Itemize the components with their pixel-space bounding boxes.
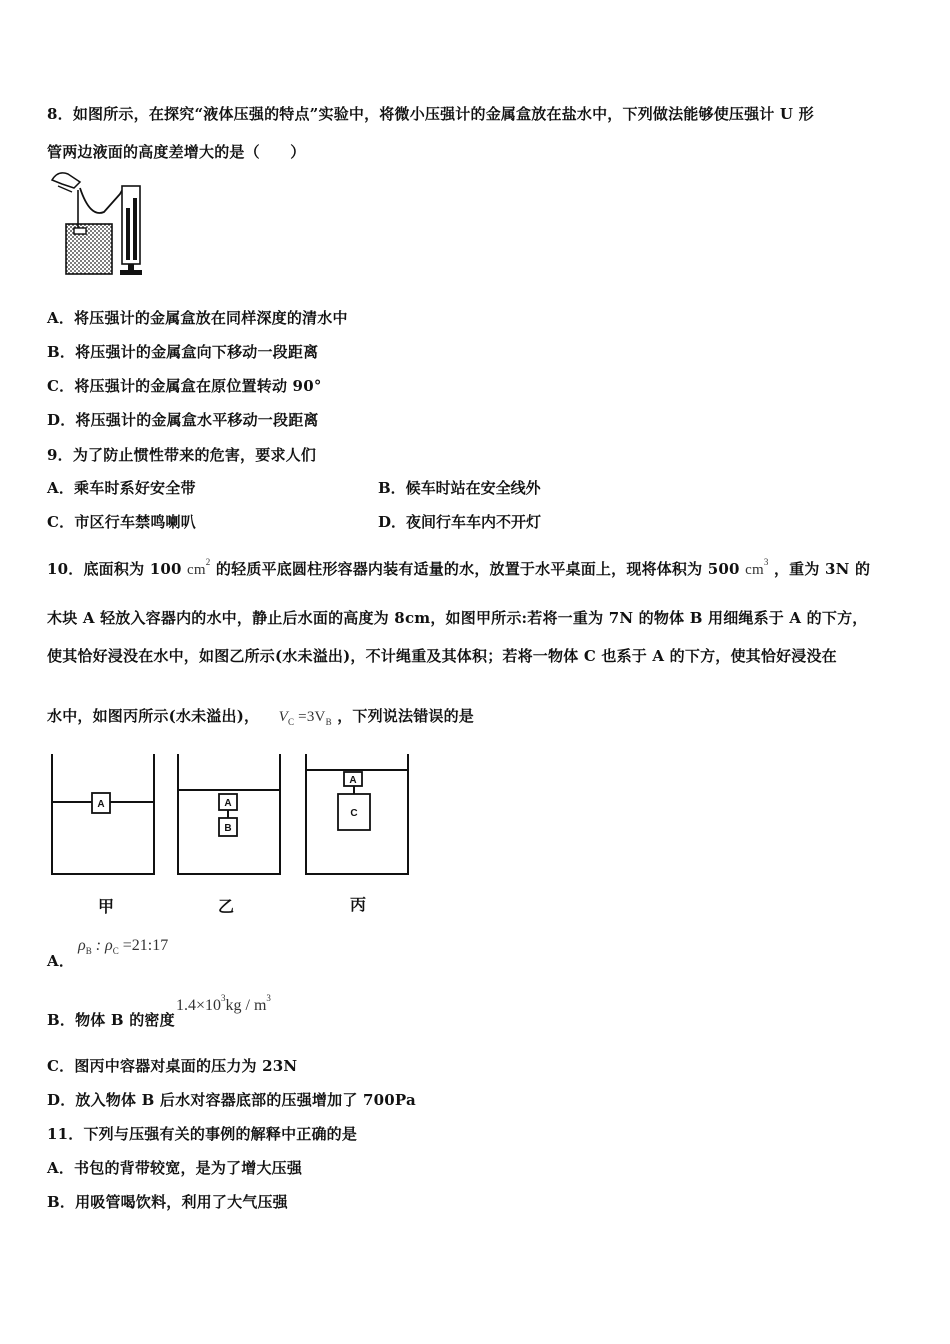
q10-option-c: C．图丙中容器对桌面的压力为 23N bbox=[47, 1057, 298, 1075]
q11-stem: 11．下列与压强有关的事例的解释中正确的是 bbox=[47, 1125, 358, 1143]
fig-label-yi: 乙 bbox=[217, 897, 235, 916]
q10-option-d: D．放入物体 B 后水对容器底部的压强增加了 700Pa bbox=[47, 1091, 416, 1109]
q10-unit-cm3-exp: 3 bbox=[763, 557, 769, 567]
q10-density-base: 1.4×10 bbox=[176, 997, 222, 1014]
q10-eq: =3V bbox=[294, 709, 326, 725]
q8-stem-line2: 管两边液面的高度差增大的是（ ） bbox=[47, 143, 306, 161]
fig-label-jia: 甲 bbox=[97, 897, 115, 916]
fig-box-a-bing: A bbox=[349, 775, 357, 786]
q10-ratio-value: =21:17 bbox=[118, 937, 169, 954]
q10-line1 bbox=[47, 558, 870, 579]
q9-option-d: D．夜间行车车内不开灯 bbox=[378, 513, 542, 531]
fig-box-a-yi: A bbox=[224, 798, 232, 809]
q9-option-a: A．乘车时系好安全带 bbox=[47, 479, 196, 497]
q9-option-c: C．市区行车禁鸣喇叭 bbox=[47, 513, 196, 531]
q10-density-unit-exp: 3 bbox=[266, 993, 271, 1003]
q10-line1-text-a: 10．底面积为 100 bbox=[47, 560, 182, 578]
q10-unit-cm3-base: cm bbox=[745, 562, 764, 578]
q10-option-a-math bbox=[78, 937, 168, 955]
pressure-gauge-figure bbox=[44, 168, 148, 278]
q10-line4-text-a: 水中，如图丙所示(水未溢出)， bbox=[47, 707, 260, 725]
q11-option-a: A．书包的背带较宽，是为了增大压强 bbox=[47, 1159, 303, 1177]
q10-line4-text-b: ，下列说法错误的是 bbox=[337, 707, 475, 725]
q10-option-b bbox=[47, 1009, 175, 1030]
q10-option-b-math bbox=[176, 993, 271, 1015]
q10-volume-relation bbox=[279, 709, 332, 725]
q10-unit-cm3 bbox=[745, 557, 769, 578]
q10-rho-c-sub: C bbox=[112, 946, 119, 956]
q10-rho-b: ρ bbox=[78, 937, 86, 954]
fig-box-c-bing: C bbox=[350, 808, 358, 819]
q10-vc-symbol: V bbox=[278, 709, 289, 725]
q10-unit-cm2-base: cm bbox=[187, 562, 206, 578]
q10-unit-cm2 bbox=[187, 557, 211, 578]
q9-stem: 9．为了防止惯性带来的危害，要求人们 bbox=[47, 446, 317, 464]
q10-density-exp: 3 bbox=[221, 993, 226, 1003]
q10-density-unit: kg / m bbox=[225, 997, 267, 1014]
q10-unit-cm2-exp: 2 bbox=[205, 557, 211, 567]
fig-box-a-jia: A bbox=[97, 799, 105, 810]
q10-rho-c: : ρ bbox=[91, 937, 113, 954]
q10-option-a bbox=[47, 950, 74, 971]
q10-option-b-label: B．物体 B 的密度 bbox=[47, 1011, 175, 1029]
q10-vb-sub: B bbox=[325, 717, 332, 727]
q10-rho-b-sub: B bbox=[85, 946, 92, 956]
q10-container-figures bbox=[48, 750, 418, 920]
q10-vc-sub: C bbox=[288, 717, 295, 727]
q8-option-c: C．将压强计的金属盒在原位置转动 90° bbox=[47, 377, 322, 395]
q8-option-a: A．将压强计的金属盒放在同样深度的清水中 bbox=[47, 309, 348, 327]
fig-box-b-yi: B bbox=[224, 823, 232, 834]
q10-line3: 使其恰好浸没在水中，如图乙所示(水未溢出)，不计绳重及其体积；若将一物体 C 也系于 A 的下方，使其恰好浸没在 bbox=[47, 647, 837, 665]
q8-stem-line1: 8．如图所示，在探究“液体压强的特点”实验中，将微小压强计的金属盒放在盐水中，下列做法能够使压强计 U 形 bbox=[47, 105, 814, 123]
q10-line1-text-b: 的轻质平底圆柱形容器内装有适量的水，放置于水平桌面上，现将体积为 500 bbox=[215, 560, 740, 578]
fig-label-bing: 丙 bbox=[349, 895, 367, 914]
q8-option-b: B．将压强计的金属盒向下移动一段距离 bbox=[47, 343, 319, 361]
q10-line4 bbox=[47, 705, 474, 726]
q10-option-a-label: A． bbox=[47, 952, 75, 970]
q9-option-b: B．候车时站在安全线外 bbox=[378, 479, 541, 497]
q10-line2: 木块 A 轻放入容器内的水中，静止后水面的高度为 8cm，如图甲所示:若将一重为 7N 的物体 B 用细绳系于 A 的下方， bbox=[47, 609, 868, 627]
q10-line1-text-c: ，重为 3N 的 bbox=[773, 560, 871, 578]
q11-option-b: B．用吸管喝饮料，利用了大气压强 bbox=[47, 1193, 288, 1211]
q8-option-d: D．将压强计的金属盒水平移动一段距离 bbox=[47, 411, 319, 429]
